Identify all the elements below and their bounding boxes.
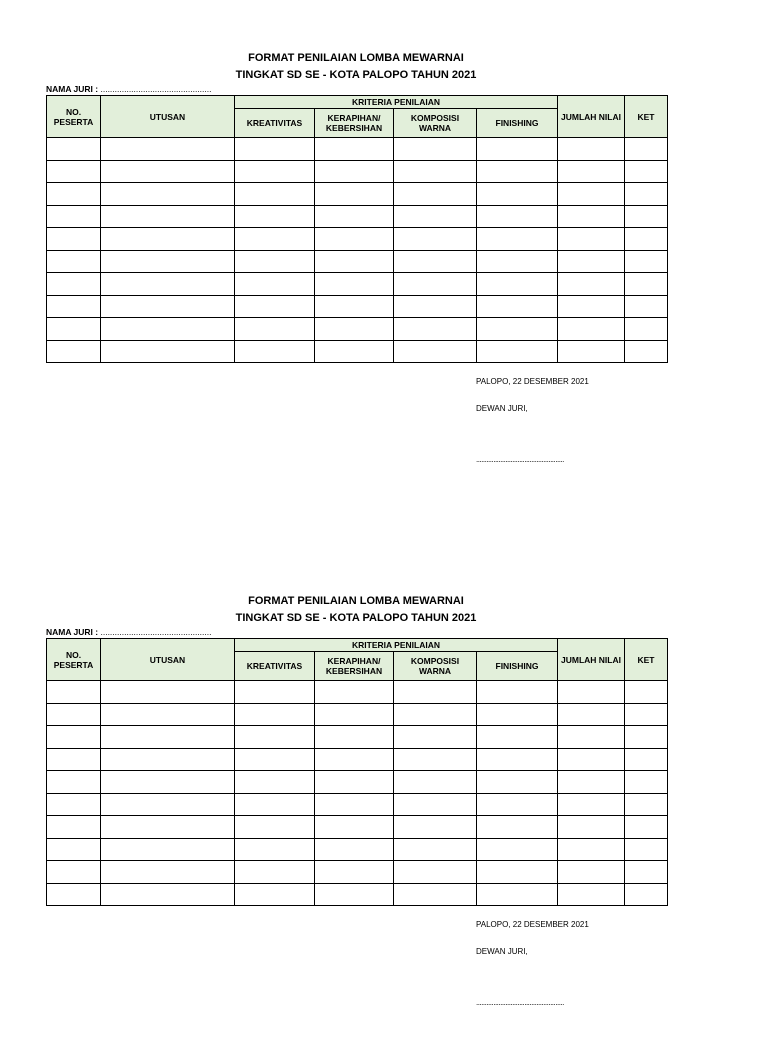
cell-komposisi[interactable] [394, 771, 477, 794]
cell-no-peserta[interactable] [47, 250, 101, 273]
cell-kreativitas[interactable] [235, 703, 315, 726]
cell-jumlah-nilai[interactable] [558, 205, 625, 228]
cell-jumlah-nilai[interactable] [558, 726, 625, 749]
signature-line[interactable]: ................................................... [476, 455, 564, 464]
table-row [47, 273, 668, 296]
cell-jumlah-nilai[interactable] [558, 748, 625, 771]
cell-kerapihan[interactable] [315, 681, 394, 704]
cell-kreativitas[interactable] [235, 295, 315, 318]
header-no-peserta: NO. PESERTA [47, 96, 101, 138]
cell-ket[interactable] [625, 183, 668, 206]
cell-komposisi[interactable] [394, 250, 477, 273]
cell-ket[interactable] [625, 861, 668, 884]
cell-finishing[interactable] [477, 273, 558, 296]
cell-kreativitas[interactable] [235, 748, 315, 771]
cell-utusan[interactable] [101, 681, 235, 704]
cell-kerapihan[interactable] [315, 228, 394, 251]
cell-kerapihan[interactable] [315, 793, 394, 816]
cell-komposisi[interactable] [394, 205, 477, 228]
cell-jumlah-nilai[interactable] [558, 183, 625, 206]
cell-utusan[interactable] [101, 295, 235, 318]
cell-jumlah-nilai[interactable] [558, 793, 625, 816]
cell-jumlah-nilai[interactable] [558, 318, 625, 341]
cell-finishing[interactable] [477, 726, 558, 749]
cell-komposisi[interactable] [394, 160, 477, 183]
cell-no-peserta[interactable] [47, 726, 101, 749]
cell-jumlah-nilai[interactable] [558, 228, 625, 251]
header-finishing: FINISHING [477, 109, 558, 138]
table-row [47, 228, 668, 251]
cell-kreativitas[interactable] [235, 793, 315, 816]
form-subtitle: TINGKAT SD SE - KOTA PALOPO TAHUN 2021 [235, 69, 477, 81]
judge-name-line [46, 84, 211, 94]
cell-ket[interactable] [625, 703, 668, 726]
table-row [47, 681, 668, 704]
cell-komposisi[interactable] [394, 883, 477, 906]
cell-kreativitas[interactable] [235, 160, 315, 183]
cell-no-peserta[interactable] [47, 703, 101, 726]
place-date: PALOPO, 22 DESEMBER 2021 [476, 377, 589, 386]
cell-komposisi[interactable] [394, 228, 477, 251]
cell-ket[interactable] [625, 681, 668, 704]
header-utusan: UTUSAN [101, 96, 235, 138]
cell-no-peserta[interactable] [47, 160, 101, 183]
judge-name-line [46, 627, 211, 637]
cell-finishing[interactable] [477, 793, 558, 816]
cell-kerapihan[interactable] [315, 295, 394, 318]
header-ket: KET [625, 639, 668, 681]
cell-kerapihan[interactable] [315, 250, 394, 273]
cell-finishing[interactable] [477, 771, 558, 794]
table-row [47, 748, 668, 771]
cell-utusan[interactable] [101, 726, 235, 749]
form-subtitle: TINGKAT SD SE - KOTA PALOPO TAHUN 2021 [235, 612, 477, 624]
cell-kerapihan[interactable] [315, 771, 394, 794]
cell-utusan[interactable] [101, 816, 235, 839]
cell-jumlah-nilai[interactable] [558, 250, 625, 273]
cell-jumlah-nilai[interactable] [558, 816, 625, 839]
cell-kreativitas[interactable] [235, 273, 315, 296]
header-no-peserta: NO. PESERTA [47, 639, 101, 681]
cell-komposisi[interactable] [394, 793, 477, 816]
cell-utusan[interactable] [101, 883, 235, 906]
cell-jumlah-nilai[interactable] [558, 883, 625, 906]
table-row [47, 340, 668, 363]
table-row [47, 205, 668, 228]
header-komposisi: KOMPOSISI WARNA [394, 652, 477, 681]
cell-kerapihan[interactable] [315, 160, 394, 183]
table-row [47, 160, 668, 183]
cell-kreativitas[interactable] [235, 816, 315, 839]
signer-label: DEWAN JURI, [476, 404, 528, 413]
cell-utusan[interactable] [101, 160, 235, 183]
cell-utusan[interactable] [101, 250, 235, 273]
cell-komposisi[interactable] [394, 861, 477, 884]
cell-finishing[interactable] [477, 205, 558, 228]
header-utusan: UTUSAN [101, 639, 235, 681]
cell-finishing[interactable] [477, 160, 558, 183]
cell-no-peserta[interactable] [47, 883, 101, 906]
cell-kerapihan[interactable] [315, 726, 394, 749]
cell-jumlah-nilai[interactable] [558, 340, 625, 363]
cell-no-peserta[interactable] [47, 205, 101, 228]
scoring-table [46, 95, 668, 363]
table-row [47, 816, 668, 839]
header-komposisi: KOMPOSISI WARNA [394, 109, 477, 138]
cell-kreativitas[interactable] [235, 726, 315, 749]
cell-komposisi[interactable] [394, 295, 477, 318]
cell-finishing[interactable] [477, 138, 558, 161]
form-title: FORMAT PENILAIAN LOMBA MEWARNAI [248, 52, 464, 64]
cell-utusan[interactable] [101, 273, 235, 296]
header-kerapihan: KERAPIHAN/ KEBERSIHAN [315, 109, 394, 138]
cell-kreativitas[interactable] [235, 318, 315, 341]
cell-jumlah-nilai[interactable] [558, 861, 625, 884]
cell-ket[interactable] [625, 318, 668, 341]
cell-finishing[interactable] [477, 681, 558, 704]
header-kreativitas: KREATIVITAS [235, 109, 315, 138]
cell-jumlah-nilai[interactable] [558, 838, 625, 861]
cell-jumlah-nilai[interactable] [558, 160, 625, 183]
cell-jumlah-nilai[interactable] [558, 295, 625, 318]
cell-kreativitas[interactable] [235, 861, 315, 884]
header-jumlah-nilai: JUMLAH NILAI [558, 96, 625, 138]
cell-no-peserta[interactable] [47, 838, 101, 861]
cell-komposisi[interactable] [394, 748, 477, 771]
cell-kerapihan[interactable] [315, 183, 394, 206]
cell-no-peserta[interactable] [47, 318, 101, 341]
cell-utusan[interactable] [101, 228, 235, 251]
cell-kerapihan[interactable] [315, 883, 394, 906]
header-finishing: FINISHING [477, 652, 558, 681]
table-body [47, 138, 668, 363]
cell-komposisi[interactable] [394, 183, 477, 206]
cell-kerapihan[interactable] [315, 205, 394, 228]
cell-ket[interactable] [625, 816, 668, 839]
place-date: PALOPO, 22 DESEMBER 2021 [476, 920, 589, 929]
cell-ket[interactable] [625, 883, 668, 906]
cell-utusan[interactable] [101, 318, 235, 341]
cell-kerapihan[interactable] [315, 318, 394, 341]
cell-ket[interactable] [625, 273, 668, 296]
cell-finishing[interactable] [477, 295, 558, 318]
table-row [47, 883, 668, 906]
judge-name-label: NAMA JURI : [46, 627, 99, 637]
table-row [47, 250, 668, 273]
cell-kreativitas[interactable] [235, 838, 315, 861]
cell-jumlah-nilai[interactable] [558, 273, 625, 296]
cell-ket[interactable] [625, 726, 668, 749]
cell-ket[interactable] [625, 748, 668, 771]
cell-no-peserta[interactable] [47, 771, 101, 794]
cell-ket[interactable] [625, 250, 668, 273]
cell-finishing[interactable] [477, 816, 558, 839]
table-row [47, 726, 668, 749]
cell-finishing[interactable] [477, 340, 558, 363]
cell-no-peserta[interactable] [47, 340, 101, 363]
signer-label: DEWAN JURI, [476, 947, 528, 956]
table-row [47, 183, 668, 206]
header-jumlah-nilai: JUMLAH NILAI [558, 639, 625, 681]
cell-kreativitas[interactable] [235, 138, 315, 161]
cell-no-peserta[interactable] [47, 681, 101, 704]
scoring-form-1 [0, 0, 768, 500]
header-kerapihan: KERAPIHAN/ KEBERSIHAN [315, 652, 394, 681]
cell-finishing[interactable] [477, 228, 558, 251]
table-row [47, 295, 668, 318]
cell-utusan[interactable] [101, 838, 235, 861]
cell-finishing[interactable] [477, 838, 558, 861]
judge-name-label: NAMA JURI : [46, 84, 99, 94]
scoring-table [46, 638, 668, 906]
cell-finishing[interactable] [477, 703, 558, 726]
cell-kerapihan[interactable] [315, 340, 394, 363]
cell-no-peserta[interactable] [47, 748, 101, 771]
judge-name-blank: ............................................... [100, 84, 212, 94]
cell-kerapihan[interactable] [315, 838, 394, 861]
cell-utusan[interactable] [101, 340, 235, 363]
form-title: FORMAT PENILAIAN LOMBA MEWARNAI [248, 595, 464, 607]
judge-name-blank: ............................................... [100, 627, 212, 637]
table-row [47, 771, 668, 794]
table-row [47, 318, 668, 341]
cell-kerapihan[interactable] [315, 816, 394, 839]
cell-kreativitas[interactable] [235, 205, 315, 228]
table-row [47, 703, 668, 726]
cell-no-peserta[interactable] [47, 138, 101, 161]
scoring-form-2 [0, 543, 768, 1043]
cell-jumlah-nilai[interactable] [558, 703, 625, 726]
cell-utusan[interactable] [101, 771, 235, 794]
cell-utusan[interactable] [101, 205, 235, 228]
cell-komposisi[interactable] [394, 273, 477, 296]
cell-jumlah-nilai[interactable] [558, 681, 625, 704]
cell-kreativitas[interactable] [235, 883, 315, 906]
table-row [47, 838, 668, 861]
cell-ket[interactable] [625, 295, 668, 318]
cell-komposisi[interactable] [394, 340, 477, 363]
cell-ket[interactable] [625, 771, 668, 794]
cell-utusan[interactable] [101, 793, 235, 816]
cell-utusan[interactable] [101, 748, 235, 771]
cell-no-peserta[interactable] [47, 228, 101, 251]
cell-ket[interactable] [625, 160, 668, 183]
cell-no-peserta[interactable] [47, 273, 101, 296]
header-ket: KET [625, 96, 668, 138]
cell-no-peserta[interactable] [47, 816, 101, 839]
header-kriteria-penilaian: KRITERIA PENILAIAN [235, 639, 558, 652]
cell-kerapihan[interactable] [315, 748, 394, 771]
cell-komposisi[interactable] [394, 318, 477, 341]
cell-komposisi[interactable] [394, 681, 477, 704]
cell-utusan[interactable] [101, 183, 235, 206]
cell-finishing[interactable] [477, 183, 558, 206]
cell-jumlah-nilai[interactable] [558, 771, 625, 794]
signature-line[interactable]: ................................................... [476, 998, 564, 1007]
cell-ket[interactable] [625, 838, 668, 861]
cell-ket[interactable] [625, 205, 668, 228]
cell-utusan[interactable] [101, 138, 235, 161]
header-kreativitas: KREATIVITAS [235, 652, 315, 681]
cell-no-peserta[interactable] [47, 861, 101, 884]
cell-no-peserta[interactable] [47, 793, 101, 816]
cell-ket[interactable] [625, 228, 668, 251]
cell-finishing[interactable] [477, 250, 558, 273]
cell-no-peserta[interactable] [47, 183, 101, 206]
cell-kreativitas[interactable] [235, 228, 315, 251]
table-row [47, 861, 668, 884]
cell-kreativitas[interactable] [235, 340, 315, 363]
header-kriteria-penilaian: KRITERIA PENILAIAN [235, 96, 558, 109]
cell-komposisi[interactable] [394, 816, 477, 839]
cell-kerapihan[interactable] [315, 861, 394, 884]
cell-kreativitas[interactable] [235, 771, 315, 794]
table-row [47, 138, 668, 161]
cell-ket[interactable] [625, 793, 668, 816]
cell-utusan[interactable] [101, 861, 235, 884]
cell-komposisi[interactable] [394, 726, 477, 749]
table-body [47, 681, 668, 906]
cell-finishing[interactable] [477, 883, 558, 906]
cell-finishing[interactable] [477, 318, 558, 341]
cell-finishing[interactable] [477, 748, 558, 771]
cell-kerapihan[interactable] [315, 703, 394, 726]
cell-komposisi[interactable] [394, 138, 477, 161]
cell-kerapihan[interactable] [315, 138, 394, 161]
cell-no-peserta[interactable] [47, 295, 101, 318]
cell-ket[interactable] [625, 138, 668, 161]
cell-kreativitas[interactable] [235, 681, 315, 704]
cell-ket[interactable] [625, 340, 668, 363]
table-row [47, 793, 668, 816]
cell-finishing[interactable] [477, 861, 558, 884]
cell-jumlah-nilai[interactable] [558, 138, 625, 161]
cell-utusan[interactable] [101, 703, 235, 726]
cell-kreativitas[interactable] [235, 250, 315, 273]
cell-komposisi[interactable] [394, 838, 477, 861]
cell-komposisi[interactable] [394, 703, 477, 726]
cell-kerapihan[interactable] [315, 273, 394, 296]
cell-kreativitas[interactable] [235, 183, 315, 206]
